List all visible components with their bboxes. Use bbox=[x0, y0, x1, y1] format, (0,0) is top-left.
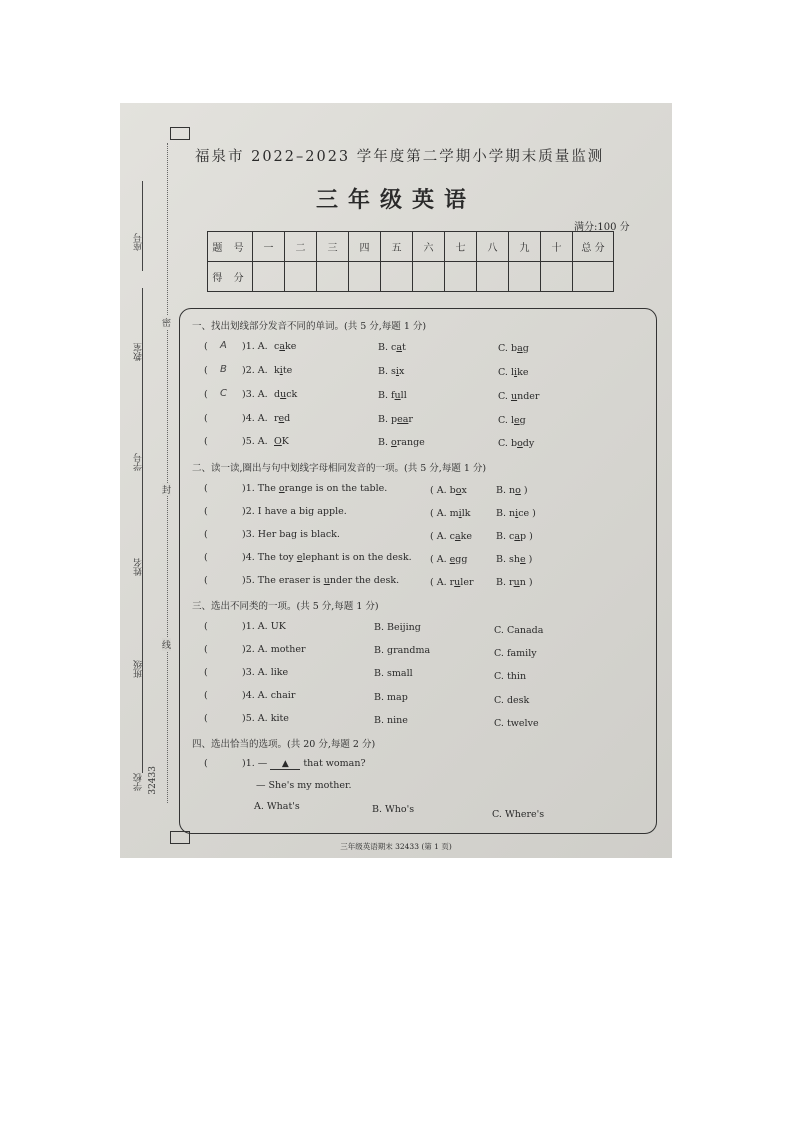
answer-paren: ( bbox=[204, 506, 208, 517]
sentence: )1. The orange is on the table. bbox=[242, 483, 388, 494]
answer-paren: ( bbox=[204, 758, 208, 769]
option-a: red bbox=[274, 413, 291, 424]
answer-paren: ( bbox=[204, 365, 208, 376]
question-number: )3. A. bbox=[242, 389, 268, 400]
score-header-cell: 五 bbox=[381, 232, 413, 262]
score-header-cell: 三 bbox=[317, 232, 349, 262]
answer-paren: ( bbox=[204, 389, 208, 400]
option-b: B. Beijing bbox=[374, 622, 421, 633]
score-table bbox=[207, 231, 614, 292]
answer-paren: ( bbox=[204, 413, 208, 424]
full-score-label: 满分:100 分 bbox=[574, 222, 630, 233]
binding-class-label: 班级 bbox=[134, 660, 144, 678]
option-b: B. nice ) bbox=[496, 508, 536, 519]
option-b: B. nine bbox=[374, 715, 408, 726]
section-1-title: 一、找出划线部分发音不同的单词。(共 5 分,每题 1 分) bbox=[192, 321, 427, 332]
option-c: C. family bbox=[494, 648, 537, 659]
option-a: OK bbox=[274, 436, 289, 447]
handwritten-answer: B bbox=[220, 364, 227, 375]
score-row-label: 得 分 bbox=[208, 262, 253, 292]
corner-mark-top bbox=[170, 127, 190, 140]
question-number: )2. A. bbox=[242, 365, 268, 376]
option-a: ( A. box bbox=[430, 485, 467, 496]
option-a: )5. A. kite bbox=[242, 713, 289, 724]
option-b: B. orange bbox=[378, 437, 425, 448]
score-cell bbox=[445, 262, 477, 292]
option-c: C. desk bbox=[494, 695, 530, 706]
option-b: B. grandma bbox=[374, 645, 431, 656]
score-header-cell: 一 bbox=[253, 232, 285, 262]
question-text: )1. — ▲ that woman? bbox=[242, 758, 366, 769]
option-a: )4. A. chair bbox=[242, 690, 296, 701]
blank-triangle: ▲ bbox=[270, 759, 300, 770]
option-a: ( A. ruler bbox=[430, 577, 474, 588]
seal-dotted-line bbox=[167, 143, 168, 803]
option-c: C. Where's bbox=[492, 809, 545, 820]
answer-paren: ( bbox=[204, 644, 208, 655]
reply-text: — She's my mother. bbox=[256, 780, 352, 791]
option-c: C. twelve bbox=[494, 718, 539, 729]
score-table-score-row bbox=[208, 262, 614, 292]
option-b: B. map bbox=[374, 692, 408, 703]
questions-frame bbox=[179, 308, 657, 834]
score-cell bbox=[285, 262, 317, 292]
score-cell bbox=[317, 262, 349, 292]
binding-line bbox=[142, 288, 143, 393]
option-b: B. Who's bbox=[372, 804, 415, 815]
page-footer: 三年级英语期末 32433 (第 1 页) bbox=[340, 842, 452, 851]
score-header-cell: 九 bbox=[509, 232, 541, 262]
answer-paren: ( bbox=[204, 667, 208, 678]
binding-student-no-label: 学号 bbox=[134, 453, 144, 471]
handwritten-answer: A bbox=[220, 340, 227, 351]
answer-paren: ( bbox=[204, 621, 208, 632]
seal-char-xian: 线 bbox=[162, 638, 171, 651]
option-a: kite bbox=[274, 365, 293, 376]
option-a: )1. A. UK bbox=[242, 621, 286, 632]
option-b: B. she ) bbox=[496, 554, 533, 565]
option-a: ( A. milk bbox=[430, 508, 471, 519]
score-cell bbox=[253, 262, 285, 292]
score-cell bbox=[349, 262, 381, 292]
score-cell bbox=[413, 262, 445, 292]
answer-paren: ( bbox=[204, 483, 208, 494]
binding-school-label: 学校 bbox=[134, 773, 144, 791]
score-cell bbox=[509, 262, 541, 292]
score-cell bbox=[381, 262, 413, 292]
option-c: C. under bbox=[498, 391, 540, 402]
answer-paren: ( bbox=[204, 552, 208, 563]
score-header-cell: 六 bbox=[413, 232, 445, 262]
sentence: )2. I have a big apple. bbox=[242, 506, 347, 517]
option-b: B. run ) bbox=[496, 577, 533, 588]
option-b: B. full bbox=[378, 390, 407, 401]
option-b: B. cap ) bbox=[496, 531, 533, 542]
option-a: ( A. egg bbox=[430, 554, 468, 565]
option-c: C. thin bbox=[494, 671, 527, 682]
answer-paren: ( bbox=[204, 341, 208, 352]
score-header-cell: 总 分 bbox=[573, 232, 614, 262]
option-a: )2. A. mother bbox=[242, 644, 306, 655]
question-number: )4. A. bbox=[242, 413, 268, 424]
page-title: 三年级英语 bbox=[315, 187, 476, 213]
binding-seat-label: 座号 bbox=[134, 233, 144, 251]
score-cell bbox=[541, 262, 573, 292]
option-a: cake bbox=[274, 341, 297, 352]
score-table-header-row bbox=[208, 232, 614, 262]
section-2-title: 二、读一读,圈出与句中划线字母相同发音的一项。(共 5 分,每题 1 分) bbox=[192, 463, 487, 474]
option-a: )3. A. like bbox=[242, 667, 289, 678]
score-header-cell: 二 bbox=[285, 232, 317, 262]
binding-code: 32433 bbox=[148, 766, 158, 795]
option-a: A. What's bbox=[254, 801, 300, 812]
exam-sheet bbox=[120, 103, 672, 858]
score-header-cell: 题 号 bbox=[208, 232, 253, 262]
option-b: B. pear bbox=[378, 414, 413, 425]
section-4-title: 四、选出恰当的选项。(共 20 分,每题 2 分) bbox=[192, 739, 376, 750]
handwritten-answer: C bbox=[220, 388, 227, 399]
option-c: C. leg bbox=[498, 415, 526, 426]
answer-paren: ( bbox=[204, 713, 208, 724]
binding-line bbox=[142, 683, 143, 773]
option-a: duck bbox=[274, 389, 298, 400]
seal-char-feng: 封 bbox=[162, 483, 171, 496]
answer-paren: ( bbox=[204, 436, 208, 447]
score-cell bbox=[477, 262, 509, 292]
sentence: )3. Her bag is black. bbox=[242, 529, 340, 540]
option-b: B. small bbox=[374, 668, 413, 679]
sentence: )4. The toy elephant is on the desk. bbox=[242, 552, 412, 563]
option-c: C. bag bbox=[498, 343, 529, 354]
score-header-cell: 八 bbox=[477, 232, 509, 262]
option-b: B. six bbox=[378, 366, 405, 377]
score-header-cell: 四 bbox=[349, 232, 381, 262]
binding-name-label: 姓名 bbox=[134, 558, 144, 576]
answer-paren: ( bbox=[204, 529, 208, 540]
question-number: )5. A. bbox=[242, 436, 268, 447]
binding-classroom-label: 教室 bbox=[134, 343, 144, 361]
section-3-title: 三、选出不同类的一项。(共 5 分,每题 1 分) bbox=[192, 601, 379, 612]
seal-char-mi: 密 bbox=[162, 316, 171, 329]
question-number: )1. A. bbox=[242, 341, 268, 352]
answer-paren: ( bbox=[204, 575, 208, 586]
score-cell bbox=[573, 262, 614, 292]
answer-paren: ( bbox=[204, 690, 208, 701]
exam-title-line: 福泉市 2022–2023 学年度第二学期小学期末质量监测 bbox=[195, 149, 605, 165]
score-header-cell: 七 bbox=[445, 232, 477, 262]
score-header-cell: 十 bbox=[541, 232, 573, 262]
option-a: ( A. cake bbox=[430, 531, 473, 542]
option-b: B. no ) bbox=[496, 485, 528, 496]
option-c: C. like bbox=[498, 367, 529, 378]
sentence: )5. The eraser is under the desk. bbox=[242, 575, 400, 586]
option-c: C. body bbox=[498, 438, 535, 449]
option-b: B. cat bbox=[378, 342, 406, 353]
option-c: C. Canada bbox=[494, 625, 544, 636]
